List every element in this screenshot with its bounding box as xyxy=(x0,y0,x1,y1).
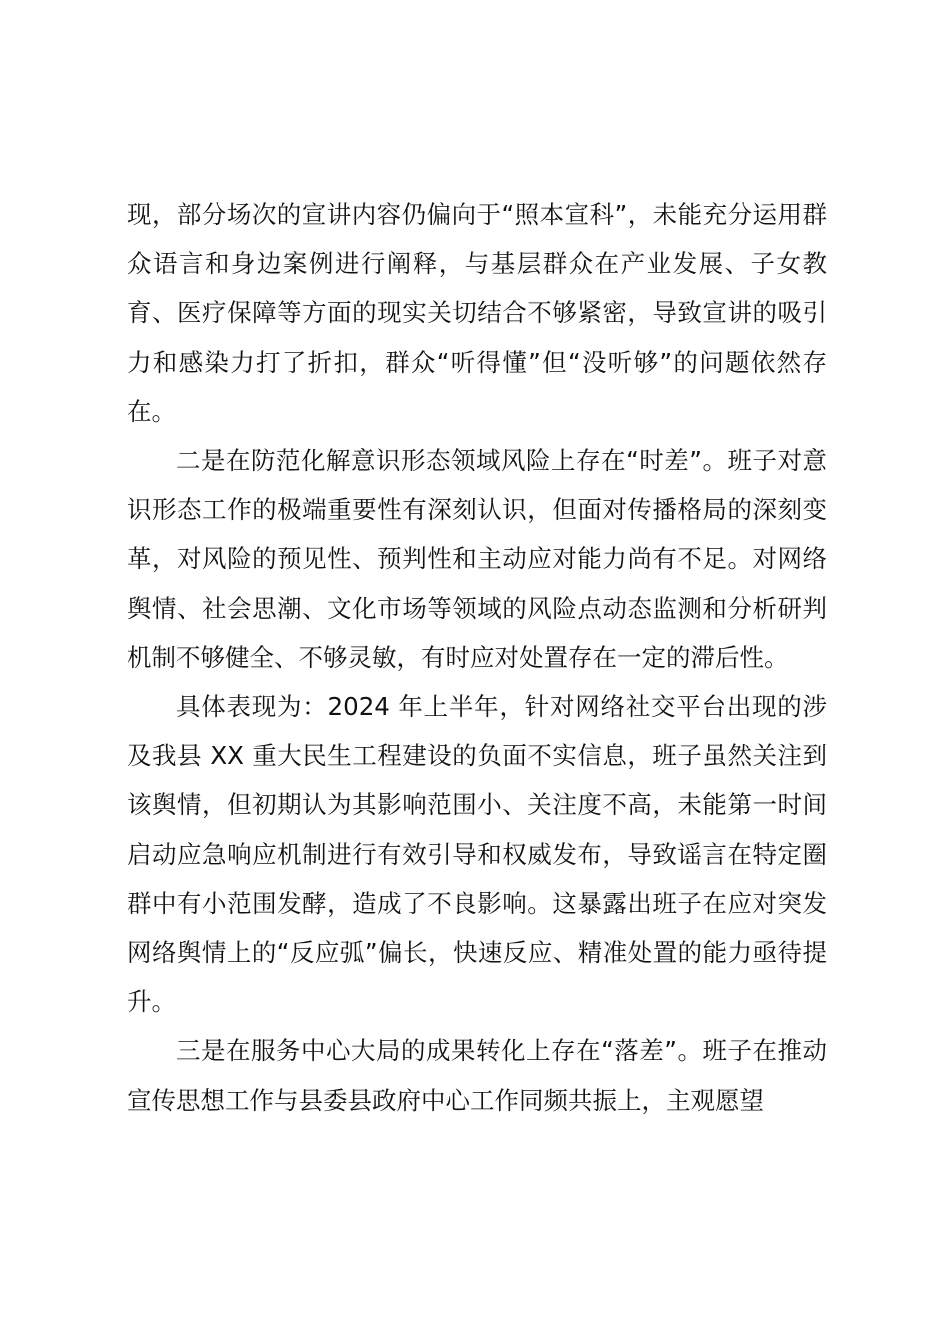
paragraph-ideology-risk: 二是在防范化解意识形态领域风险上存在“时差”。班子对意识形态工作的极端重要性有深刻认识，但面对传播格局的深刻变革，对风险的预见性、预判性和主动应对能力尚有不足。对网络舆情、社会思潮、文化市场等领域的风险点动态监测和分析研判机制不够健全、不够灵敏，有时应对处置存在一定的滞后性。 xyxy=(127,446,827,672)
document-page xyxy=(127,190,827,1125)
paragraph-continuation: 现，部分场次的宣讲内容仍偏向于“照本宣科”，未能充分运用群众语言和身边案例进行阐释，与基层群众在产业发展、子女教育、医疗保障等方面的现实关切结合不够紧密，导致宣讲的吸引力和感染力打了折扣，群众“听得懂”但“没听够”的问题依然存在。 xyxy=(127,200,827,426)
paragraph-specific-case: 具体表现为：2024 年上半年，针对网络社交平台出现的涉及我县 XX 重大民生工程建设的负面不实信息，班子虽然关注到该舆情，但初期认为其影响范围小、关注度不高，未能第一时间启动应急响应机制进行有效引导和权威发布，导致谣言在特定圈群中有小范围发酵，造成了不良影响。这暴露出班子在应对突发网络舆情上的“反应弧”偏长，快速反应、精准处置的能力亟待提升。 xyxy=(127,692,827,1017)
paragraph-service-center: 三是在服务中心大局的成果转化上存在“落差”。班子在推动宣传思想工作与县委县政府中心工作同频共振上，主观愿望 xyxy=(127,1036,827,1115)
